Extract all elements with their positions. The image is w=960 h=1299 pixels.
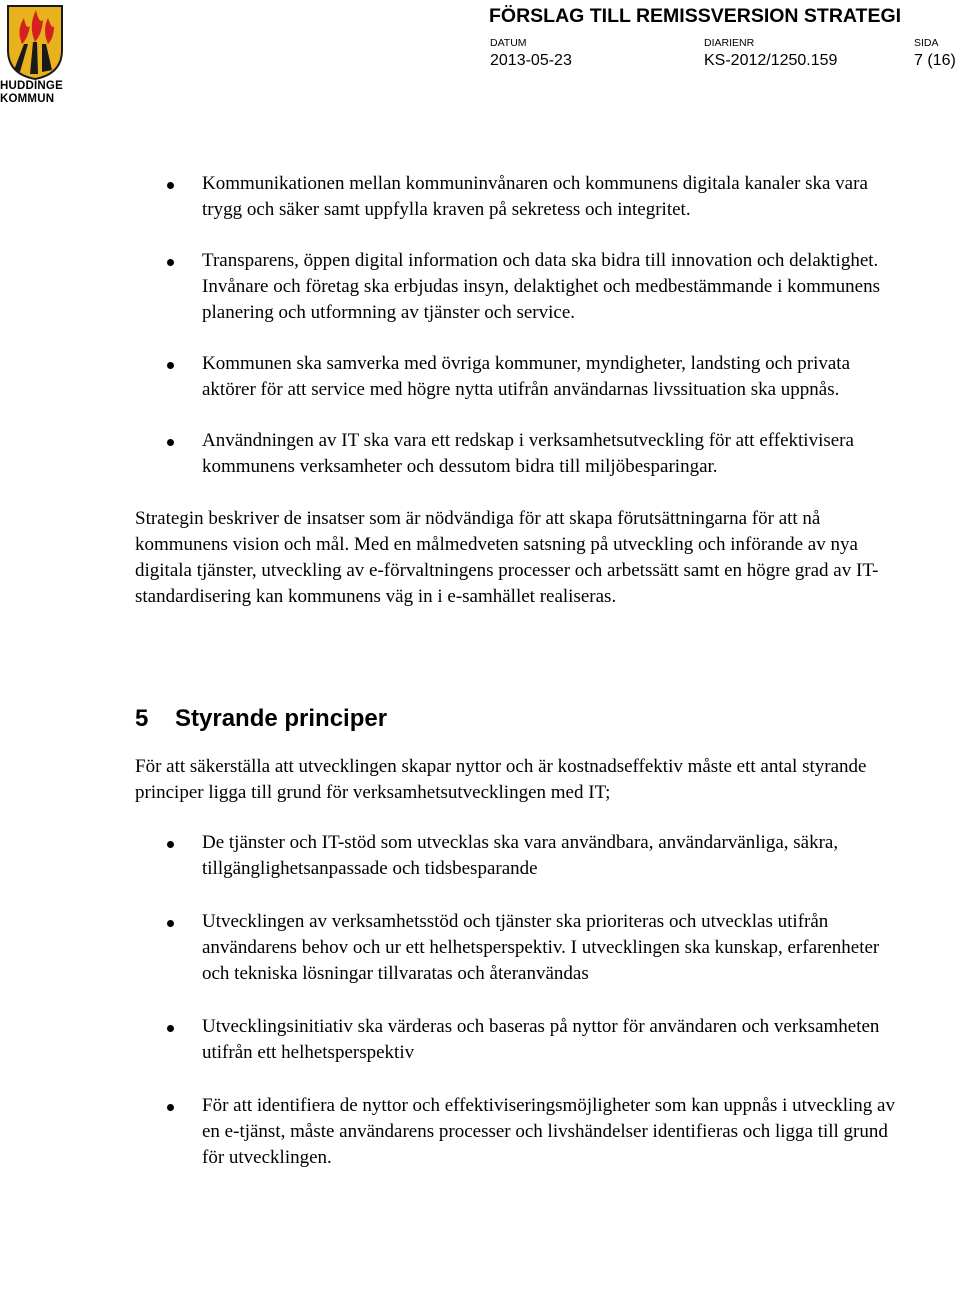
sida-label: SIDA: [914, 37, 939, 49]
intro-paragraph: För att säkerställa att utvecklingen skapar nyttor och är kostnadseffektiv måste ett antal styrande principer ligga till grund för verksamhetsutvecklingen med IT;: [135, 756, 867, 803]
list-item-text: Utvecklingsinitiativ ska värderas och baseras på nyttor för användaren och verksamheten utifrån ett helhetsperspektiv: [202, 1016, 880, 1063]
coat-of-arms-icon: [6, 4, 64, 80]
list-item: [135, 248, 905, 326]
datum-value: 2013-05-23: [490, 52, 572, 69]
org-name-line2: KOMMUN: [0, 93, 55, 105]
list-item-text: De tjänster och IT-stöd som utvecklas ska vara användbara, användarvänliga, säkra, tillgänglighetsanpassade och tidsbesparande: [202, 832, 839, 879]
list-item: [135, 351, 905, 403]
list-item: [135, 830, 905, 882]
list-item: [135, 1093, 905, 1171]
list-item-text: Kommunen ska samverka med övriga kommuner, myndigheter, landsting och privata aktörer för att service med högre nytta utifrån användarnas livssituation ska uppnås.: [202, 353, 851, 400]
bullet-icon: [167, 1025, 174, 1032]
org-name-line1: HUDDINGE: [0, 80, 63, 92]
section-title: Styrande principer: [175, 705, 388, 732]
municipality-logo: [0, 0, 70, 110]
section-heading: [135, 704, 905, 734]
list-item-text: Användningen av IT ska vara ett redskap i verksamhetsutveckling för att effektivisera kommunens verksamheter och dessutom bidra till miljöbesparingar.: [202, 430, 854, 477]
list-item-text: För att identifiera de nyttor och effektiviseringsmöjligheter som kan uppnås i utveckling av en e-tjänst, måste användarens processer och livshändelser identifieras och ligga till grund för utvecklingen.: [202, 1095, 895, 1168]
sida-value: 7 (16): [914, 52, 956, 69]
bullet-icon: [167, 1104, 174, 1111]
list-item-text: Kommunikationen mellan kommuninvånaren och kommunens digitala kanaler ska vara trygg och säker samt uppfylla kraven på sekretess och integritet.: [202, 173, 868, 220]
strategy-paragraph: Strategin beskriver de insatser som är nödvändiga för att skapa förutsättningarna för att nå kommunens vision och mål. Med en målmedveten satsning på utveckling och införande av nya digitala tjänster, utveckling av e-förvaltningens processer och arbetssätt samt en högre grad av IT-standardisering kan kommunens väg in i e-samhället realiseras.: [135, 508, 879, 607]
section-number: 5: [135, 705, 149, 732]
bullet-icon: [167, 182, 174, 189]
datum-label: DATUM: [490, 37, 527, 49]
list-item: [135, 171, 905, 223]
list-item-text: Transparens, öppen digital information och data ska bidra till innovation och delaktighet. Invånare och företag ska erbjudas insyn, delaktighet och medbestämmande i kommunens planering och utformning av tjänster och service.: [202, 250, 880, 323]
list-item: [135, 428, 905, 480]
diarienr-label: DIARIENR: [704, 37, 755, 49]
list-item-text: Utvecklingen av verksamhetsstöd och tjänster ska prioriteras och utvecklas utifrån användarens behov och ur ett helhetsperspektiv. I utvecklingen ska kunskap, erfarenheter och tekniska lösningar tillvaratas och återanvändas: [202, 911, 880, 984]
bullet-icon: [167, 920, 174, 927]
bullet-icon: [167, 362, 174, 369]
document-body: [135, 171, 905, 1171]
bullet-list-goals: [135, 171, 905, 480]
bullet-icon: [167, 259, 174, 266]
bullet-list-principles: [135, 830, 905, 1171]
list-item: [135, 909, 905, 987]
list-item: [135, 1014, 905, 1066]
document-title: FÖRSLAG TILL REMISSVERSION STRATEGI: [489, 5, 902, 27]
diarienr-value: KS-2012/1250.159: [704, 52, 838, 69]
bullet-icon: [167, 439, 174, 446]
bullet-icon: [167, 841, 174, 848]
